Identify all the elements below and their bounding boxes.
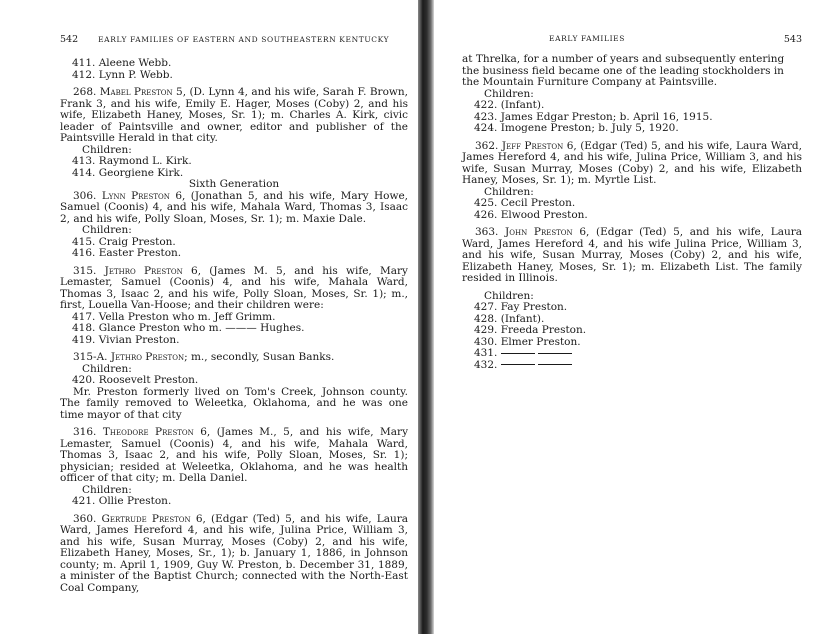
children-label: Children: [82, 143, 132, 156]
entry-name: Gertrude Preston [101, 512, 191, 525]
entry-text: 5, (D. Lynn 4, and his wife, Sarah F. Brown, Frank 3, and his wife, Emily E. Hager, Moses (Coby) 2, and his wife, Elizabeth Haney, Moses, Sr. 1); m. Charles A. Kirk, civic leader of Paintsville and owner, editor and publisher of the Paintsville Herald in that city. [60, 86, 408, 144]
entry-text: 6, (James M. 5, and his wife, Mary Lemaster, Samuel (Coonis) 4, and his wife, Mahala Ward, Thomas 3, Isaac 2, and his wife, Polly Sloan, Moses, Sr. 1); m., first, Louella Van-Hoose; and their children were: [60, 264, 408, 311]
continued-paragraph: at Threlka, for a number of years and subsequently entering the business field became one of the leading stockholders in the Mountain Furniture Company at Paintsville. [462, 53, 785, 88]
entry-text: ; m., secondly, Susan Banks. [184, 351, 335, 363]
list-item: 414. Georgiene Kirk. [72, 166, 184, 179]
entry-name: Jethro Preston [110, 351, 185, 363]
children-label: Children: [82, 224, 132, 236]
entry-name: Theodore Preston [102, 426, 194, 438]
list-item: 426. Elwood Preston. [474, 208, 588, 221]
list-item: 412. Lynn P. Webb. [72, 68, 173, 81]
entry-number: 315-A. [73, 351, 108, 363]
right-page-text [462, 54, 802, 371]
right-page-number-wrap [784, 34, 802, 45]
entry-name: John Preston [505, 226, 573, 238]
entry-paragraph [60, 87, 408, 145]
left-page-number: 542 [60, 34, 79, 45]
list-item: 427. Fay Preston. [474, 301, 568, 313]
blank-name-line [538, 353, 572, 354]
entry-name: Mabel Preston [99, 86, 173, 98]
list-item: 415. Craig Preston. [72, 235, 176, 248]
list-item: 423. James Edgar Preston; b. April 16, 1915. [474, 110, 713, 123]
list-item: 413. Raymond L. Kirk. [72, 155, 192, 167]
entry-name: Jeff Preston [501, 139, 564, 152]
entry-text: 6, (Jonathan 5, and his wife, Mary Howe, Samuel (Coonis) 4, and his wife, Mahala Ward, Thomas 3, Isaac 2, and his wife, Polly Sloan, Moses, Sr. 1); m. Maxie Dale. [60, 189, 408, 225]
right-running-head [549, 34, 625, 43]
list-item: 430. Elmer Preston. [474, 335, 581, 348]
left-page-text [60, 58, 408, 594]
list-item [462, 348, 802, 360]
entry-text: Mr. Preston formerly lived on Tom's Creek, Johnson county. The family removed to Weleetka, Oklahoma, and he was one time mayor of that city [60, 385, 408, 421]
entry-paragraph [60, 427, 408, 485]
children-label: Children: [82, 483, 132, 496]
list-item: 418. Glance Preston who m. ——— Hughes. [72, 322, 305, 334]
right-running-head-title: EARLY FAMILIES [549, 34, 625, 43]
children-label: Children: [484, 87, 534, 100]
entry-number: 316. [73, 426, 97, 438]
blank-name-line [538, 364, 572, 365]
list-item-number: 432. [474, 358, 498, 371]
entry-text: 6, (Edgar (Ted) 5, and his wife, Laura Ward, James Hereford 4, and his wife, Julina Price, William 3, and his wife, Susan Murray, Moses (Coby) 2, and his wife, Elizabeth Haney, Moses, Sr., 1); b. January 1, 1886, in Johnson county; m. April 1, 1909, Guy W. Preston, b. December 31, 1889, a minister of the Baptist Church; connected with the North-East Coal Company, [60, 512, 408, 594]
generation-heading: Sixth Generation [188, 178, 280, 190]
list-item-number: 431. [474, 347, 498, 359]
blank-name-line [501, 364, 535, 365]
entry-paragraph [60, 387, 408, 422]
blank-name-line [501, 353, 535, 354]
list-item: 417. Vella Preston who m. Jeff Grimm. [72, 310, 276, 323]
children-label: Children: [82, 362, 132, 375]
entry-number: 306. [73, 189, 97, 202]
entry-paragraph [60, 352, 408, 364]
list-item: 420. Roosevelt Preston. [72, 374, 199, 386]
left-running-head-title: EARLY FAMILIES OF EASTERN AND SOUTHEASTERN KENTUCKY [98, 35, 390, 44]
entry-number: 268. [73, 86, 97, 98]
left-running-head [60, 34, 389, 45]
list-item: 424. Imogene Preston; b. July 5, 1920. [474, 122, 679, 134]
list-item: 419. Vivian Preston. [72, 333, 180, 346]
entry-paragraph [462, 141, 802, 187]
list-item: 422. (Infant). [474, 99, 545, 111]
list-item: 429. Freeda Preston. [474, 324, 587, 336]
right-page [434, 0, 823, 634]
children-label: Children: [484, 289, 534, 302]
entry-number: 362. [475, 139, 499, 152]
entry-text: 6, (Edgar (Ted) 5, and his wife, Laura Ward, James Hereford 4, and his wife, Julina Price, William 3, and his wife, Susan Murray, Moses (Coby) 2, and his wife, Elizabeth Haney, Moses, Sr. 1); m. Myrtle List. [462, 139, 802, 186]
list-item: 411. Aleene Webb. [72, 57, 172, 69]
list-item: 421. Ollie Preston. [72, 495, 172, 507]
list-item: 425. Cecil Preston. [474, 197, 576, 209]
entry-number: 315. [73, 264, 97, 277]
entry-text: 6, (James M., 5, and his wife, Mary Lemaster, Samuel (Coonis) 4, and his wife, Mahala Ward, Thomas 3, Isaac 2, and his wife, Polly Sloan, Moses, Sr. 1); physician; resided at Weleetka, Oklahoma, and he was health officer of that city; m. Della Daniel. [60, 426, 409, 484]
list-item [462, 360, 802, 372]
entry-name: Jethro Preston [104, 264, 183, 277]
list-item: 416. Easter Preston. [72, 247, 182, 259]
entry-text: 6, (Edgar (Ted) 5, and his wife, Laura Ward, James Hereford 4, and his wife Julina Price, William 3, and his wife, Susan Murray, Moses (Coby) 2, and his wife, Elizabeth Haney, Moses, Sr. 1); m. Elizabeth List. The family resided in Illinois. [462, 226, 802, 284]
children-label: Children: [484, 185, 534, 198]
entry-paragraph [60, 514, 408, 595]
list-item: 428. (Infant). [474, 312, 545, 325]
right-page-number: 543 [783, 34, 802, 45]
entry-paragraph [462, 227, 802, 285]
entry-paragraph [60, 191, 408, 226]
entry-name: Lynn Preston [101, 189, 170, 202]
entry-number: 360. [73, 512, 97, 525]
entry-paragraph [60, 266, 408, 312]
entry-number: 363. [475, 226, 499, 238]
book-gutter [418, 0, 434, 634]
